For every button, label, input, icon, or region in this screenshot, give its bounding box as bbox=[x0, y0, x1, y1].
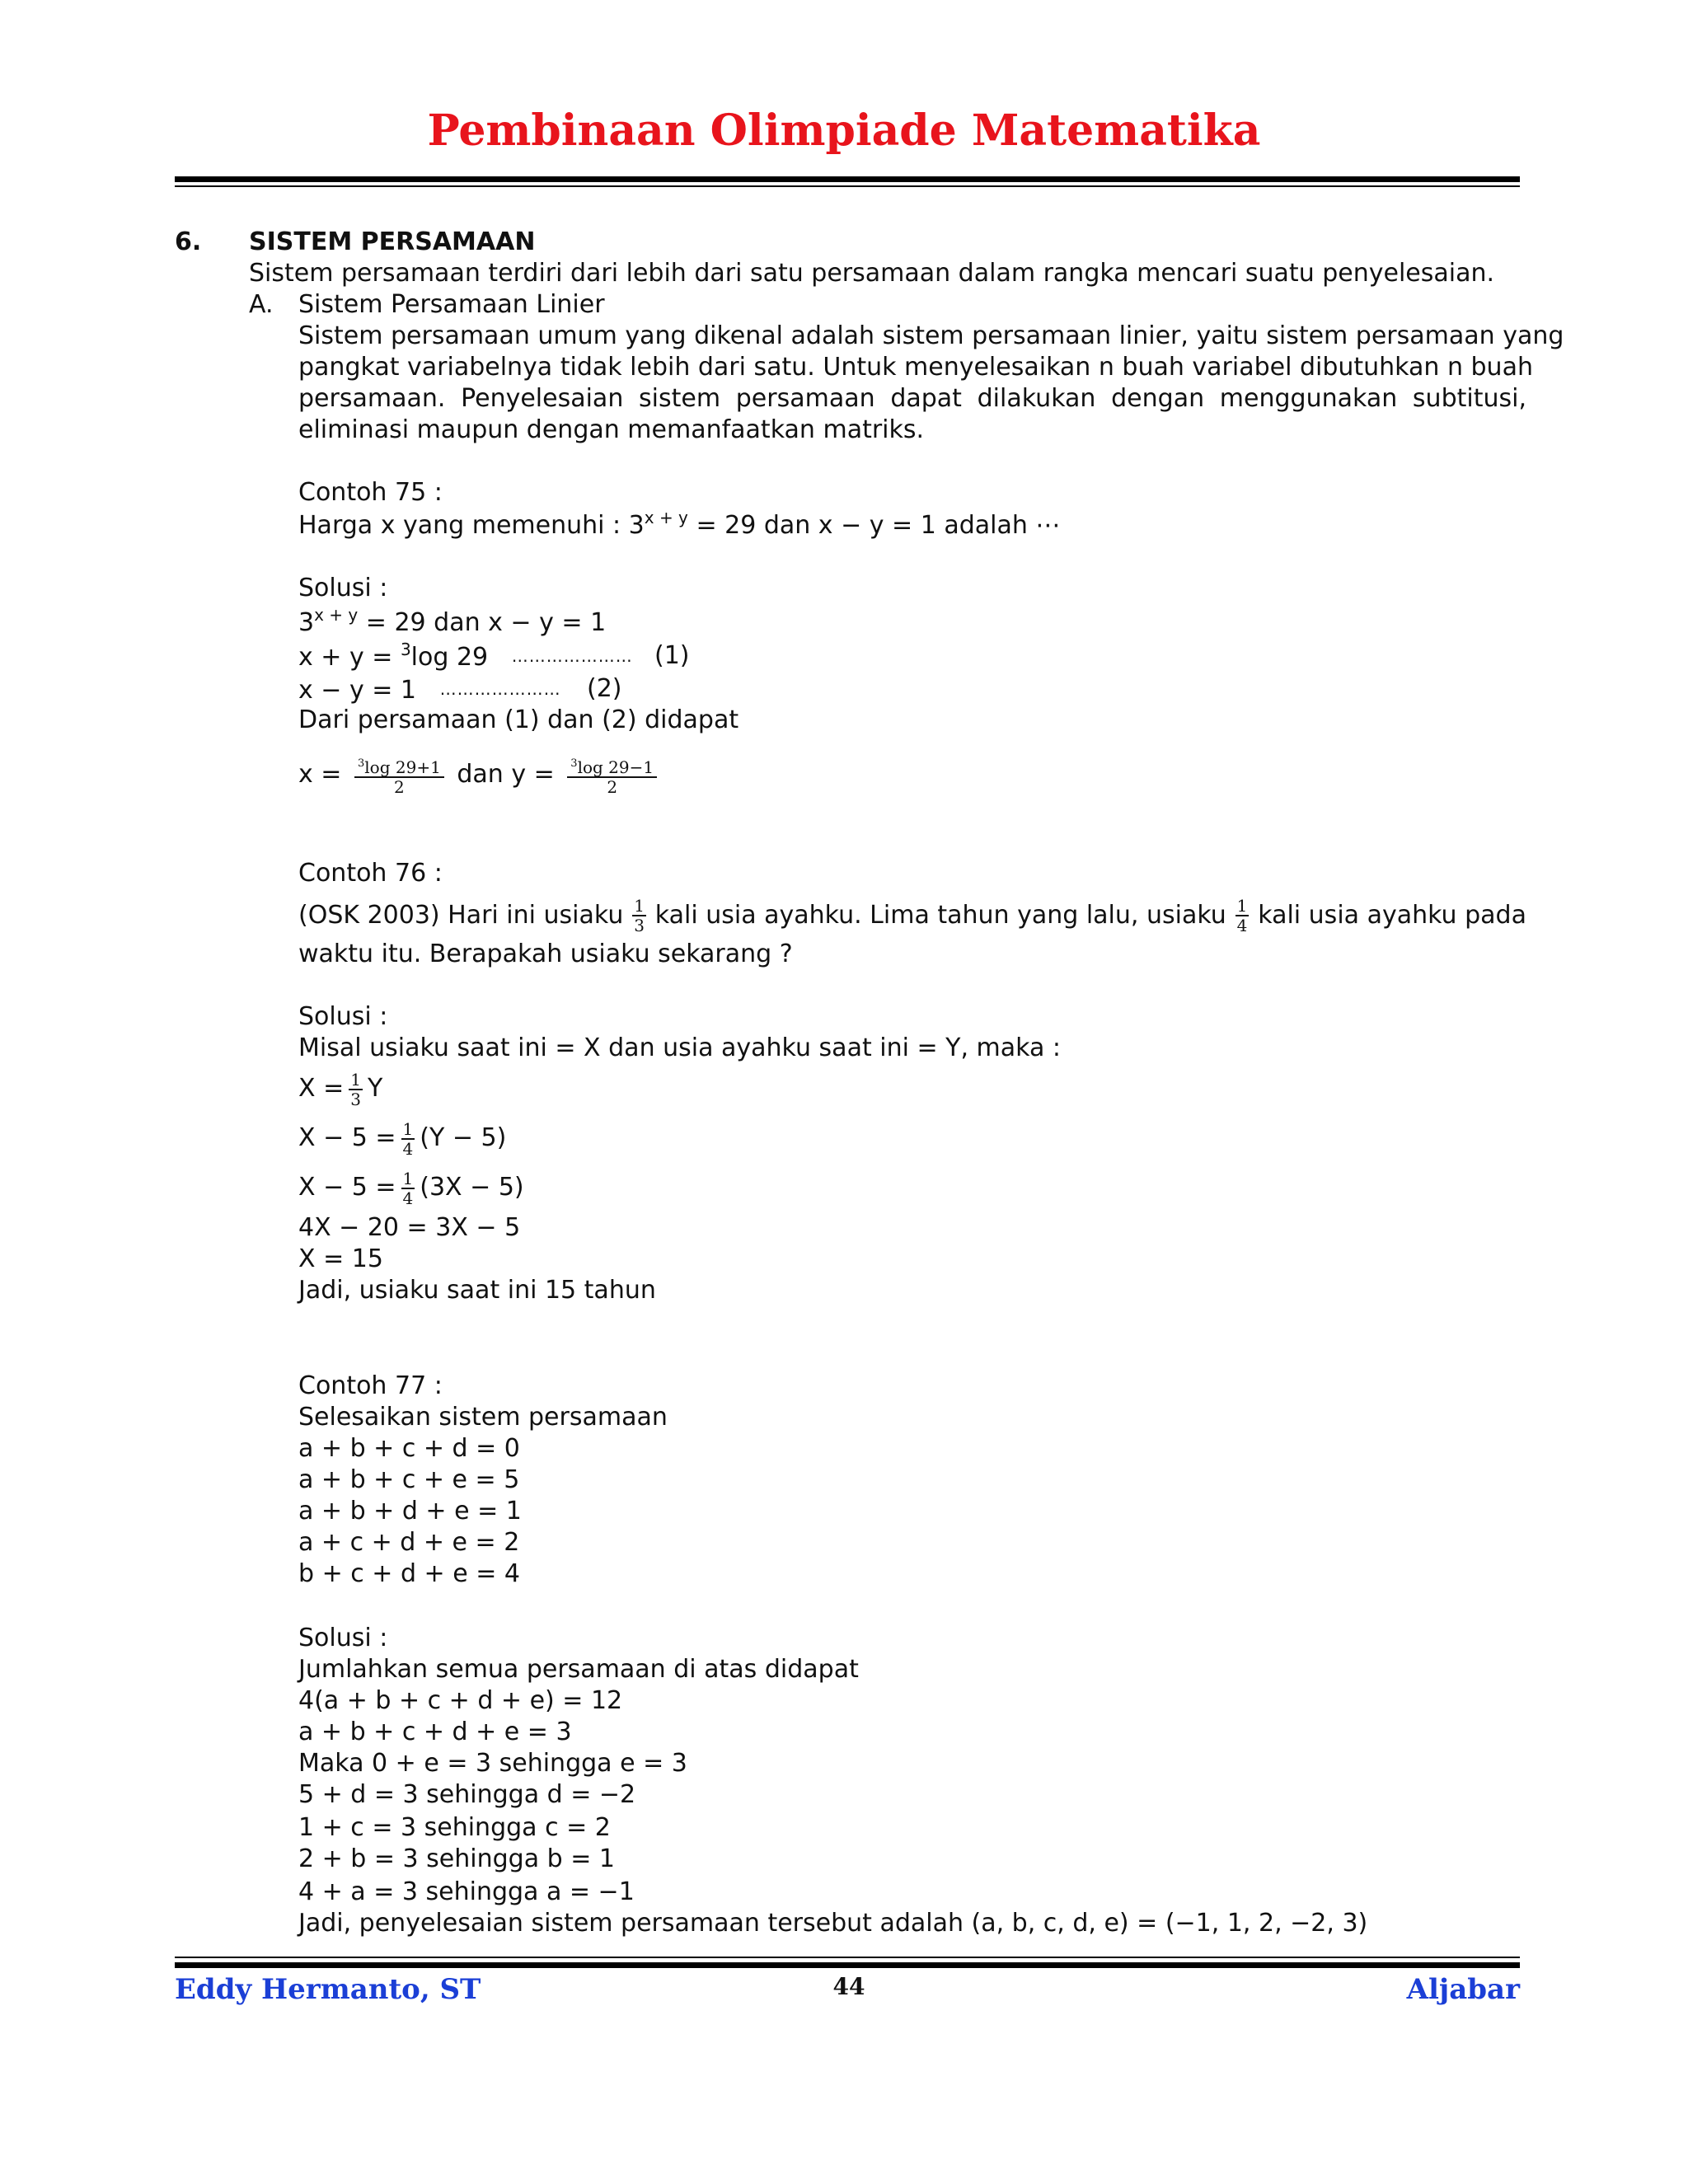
subsection-line-1: Sistem persamaan umum yang dikenal adalah sistem persamaan linier, yaitu sistem persamaan yang bbox=[298, 321, 1564, 350]
solution-step: Maka 0 + e = 3 sehingga e = 3 bbox=[298, 1749, 687, 1778]
header-rule-thin bbox=[175, 185, 1520, 187]
example-77-label: Contoh 77 : bbox=[298, 1371, 443, 1400]
solution-step: 4 + a = 3 sehingga a = −1 bbox=[298, 1877, 635, 1906]
solution-step: Jumlahkan semua persamaan di atas didapat bbox=[298, 1655, 859, 1684]
subsection-label: A. bbox=[249, 290, 274, 319]
fraction: $\frac{1}{4}$ bbox=[402, 1118, 414, 1159]
page-title: Pembinaan Olimpiade Matematika bbox=[427, 105, 1261, 156]
equation-line: a + b + d + e = 1 bbox=[298, 1497, 522, 1526]
subsection-line-4: eliminasi maupun dengan memanfaatkan matriks. bbox=[298, 415, 925, 444]
section-number: 6. bbox=[175, 227, 202, 256]
footer-topic: Aljabar bbox=[1406, 1973, 1520, 2006]
example-77-question: Selesaikan sistem persamaan bbox=[298, 1403, 668, 1432]
example-76-conclusion: Jadi, usiaku saat ini 15 tahun bbox=[298, 1276, 656, 1305]
example-76-step-6: X = 15 bbox=[298, 1244, 383, 1273]
example-75-step-3: x − y = 1 ………………… bbox=[298, 676, 561, 705]
example-75-step-2: x + y = $^3$log 29 ………………… bbox=[298, 640, 633, 672]
equation-line: a + b + c + d = 0 bbox=[298, 1434, 520, 1463]
footer-rule-thin bbox=[175, 1957, 1520, 1958]
footer-author: Eddy Hermanto, ST bbox=[175, 1973, 481, 2006]
fraction-one-quarter: $\frac{1}{4}$ bbox=[1236, 896, 1248, 935]
example-77-solution-label: Solusi : bbox=[298, 1624, 388, 1652]
example-75-solution-label: Solusi : bbox=[298, 574, 388, 602]
example-76-label: Contoh 76 : bbox=[298, 859, 443, 888]
fraction: $\frac{1}{3}$ bbox=[350, 1069, 361, 1109]
page-number: 44 bbox=[832, 1973, 865, 2000]
example-76-step-4: X − 5 = $\frac{1}{4}$ (3X − 5) bbox=[298, 1168, 524, 1208]
example-76-step-2: X = $\frac{1}{3}$ Y bbox=[298, 1069, 383, 1109]
example-76-solution-label: Solusi : bbox=[298, 1002, 388, 1031]
example-75-label: Contoh 75 : bbox=[298, 478, 443, 507]
fraction: $\frac{1}{4}$ bbox=[402, 1168, 414, 1208]
equation-line: a + c + d + e = 2 bbox=[298, 1528, 520, 1557]
subsection-line-3: persamaan. Penyelesaian sistem persamaan dapat dilakukan dengan menggunakan subtitusi, bbox=[298, 384, 1526, 413]
subsection-title: Sistem Persamaan Linier bbox=[298, 290, 605, 319]
example-76-step-5: 4X − 20 = 3X − 5 bbox=[298, 1213, 521, 1242]
example-76-step-3: X − 5 = $\frac{1}{4}$ (Y − 5) bbox=[298, 1118, 507, 1159]
solution-step: a + b + c + d + e = 3 bbox=[298, 1718, 572, 1746]
fraction-one-third: $\frac{1}{3}$ bbox=[634, 896, 645, 935]
example-75-tag-1: (1) bbox=[654, 641, 690, 670]
equation-line: a + b + c + e = 5 bbox=[298, 1465, 520, 1494]
example-75-question: Harga x yang memenuhi : $3^{x + y} = 29$ dan x − y = 1 adalah ⋯ bbox=[298, 508, 1061, 540]
example-75-tag-2: (2) bbox=[587, 674, 622, 703]
example-76-question-line-1: (OSK 2003) Hari ini usiaku $\frac{1}{3}$ kali usia ayahku. Lima tahun yang lalu, usiaku $\frac{1}{4}$ kali usia ayahku pada bbox=[298, 896, 1526, 935]
example-75-result: x = $\frac{^3\log 29+1}{2}$ dan y = $\frac{^3\log 29-1}{2}$ bbox=[298, 750, 662, 799]
equation-line: b + c + d + e = 4 bbox=[298, 1559, 520, 1588]
solution-step: 4(a + b + c + d + e) = 12 bbox=[298, 1686, 623, 1715]
example-75-step-4: Dari persamaan (1) dan (2) didapat bbox=[298, 705, 739, 734]
example-75-step-1: $3^{x + y} = 29$ dan x − y = 1 bbox=[298, 605, 607, 637]
section-title: SISTEM PERSAMAAN bbox=[249, 227, 536, 256]
solution-step: 1 + c = 3 sehingga c = 2 bbox=[298, 1813, 611, 1842]
subsection-line-2: pangkat variabelnya tidak lebih dari satu. Untuk menyelesaikan n buah variabel dibutuhkan n buah bbox=[298, 353, 1533, 382]
footer-rule-thick bbox=[175, 1962, 1520, 1968]
section-intro: Sistem persamaan terdiri dari lebih dari satu persamaan dalam rangka mencari suatu penyelesaian. bbox=[249, 259, 1495, 288]
example-76-question-line-2: waktu itu. Berapakah usiaku sekarang ? bbox=[298, 940, 793, 968]
header-rule-thick bbox=[175, 176, 1520, 182]
solution-step: 5 + d = 3 sehingga d = −2 bbox=[298, 1780, 636, 1809]
solution-conclusion: Jadi, penyelesaian sistem persamaan tersebut adalah (a, b, c, d, e) = (−1, 1, 2, −2, 3) bbox=[298, 1909, 1368, 1938]
fraction-x: $\frac{^3\log 29+1}{2}$ bbox=[354, 755, 444, 796]
fraction-y: $\frac{^3\log 29-1}{2}$ bbox=[567, 755, 657, 796]
example-76-step-1: Misal usiaku saat ini = X dan usia ayahku saat ini = Y, maka : bbox=[298, 1033, 1062, 1062]
solution-step: 2 + b = 3 sehingga b = 1 bbox=[298, 1844, 615, 1873]
